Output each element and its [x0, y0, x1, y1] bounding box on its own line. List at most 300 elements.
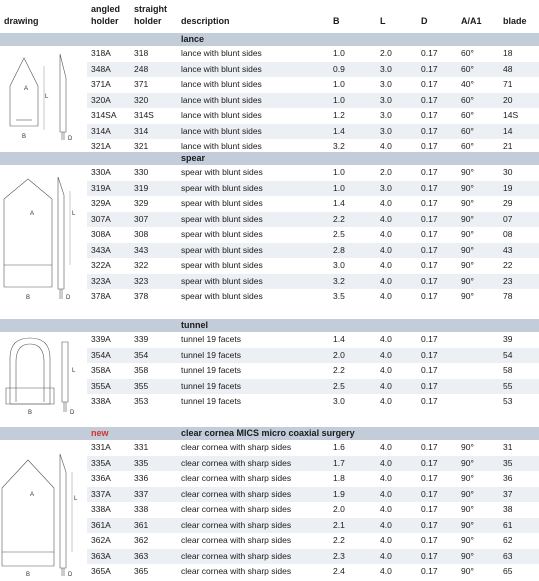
- l-cell: 3.0: [380, 110, 392, 120]
- b-cell: 3.2: [333, 275, 345, 286]
- table-header: [0, 0, 539, 33]
- straight-holder-cell: 362: [134, 535, 149, 545]
- angled-holder-cell: 365A: [91, 566, 111, 576]
- description-cell: clear cornea with sharp sides: [181, 473, 292, 483]
- table-row: [87, 549, 539, 565]
- b-cell: 2.2: [333, 213, 345, 224]
- b-cell: 2.4: [333, 566, 345, 576]
- blade-cell: 39: [503, 334, 513, 344]
- dimension-label: D: [70, 410, 75, 416]
- angle-cell: 60°: [461, 63, 474, 74]
- table-row: [87, 124, 539, 140]
- l-cell: 2.0: [380, 48, 392, 58]
- angle-cell: 90°: [461, 167, 474, 177]
- d-cell: 0.17: [421, 244, 438, 255]
- table-row: [87, 258, 539, 274]
- blade-drawing-tunnel: [0, 332, 86, 417]
- l-cell: 4.0: [380, 457, 392, 468]
- d-cell: 0.17: [421, 457, 438, 468]
- d-cell: 0.17: [421, 519, 438, 530]
- blade-cell: 08: [503, 229, 513, 239]
- b-cell: 2.0: [333, 349, 345, 360]
- table-row: [87, 456, 539, 472]
- col-b-header: B: [333, 16, 340, 26]
- dimension-label: A: [30, 492, 35, 498]
- straight-holder-cell: 353: [134, 396, 149, 406]
- straight-holder-cell: 331: [134, 442, 149, 452]
- dimension-label: A: [24, 86, 29, 92]
- d-cell: 0.17: [421, 63, 438, 74]
- b-cell: 1.2: [333, 110, 345, 120]
- b-cell: 1.0: [333, 182, 345, 193]
- b-cell: 1.7: [333, 457, 345, 468]
- description-cell: spear with blunt sides: [181, 291, 263, 301]
- blade-cell: 48: [503, 63, 513, 74]
- angle-cell: 90°: [461, 519, 474, 530]
- b-cell: 1.4: [333, 125, 345, 136]
- straight-holder-cell: 314: [134, 125, 149, 136]
- straight-holder-cell: 248: [134, 63, 149, 74]
- blade-cell: 37: [503, 488, 513, 499]
- b-cell: 1.6: [333, 442, 345, 452]
- description-cell: spear with blunt sides: [181, 275, 263, 286]
- description-cell: lance with blunt sides: [181, 125, 262, 136]
- description-cell: spear with blunt sides: [181, 229, 263, 239]
- table-row: [87, 363, 539, 379]
- description-cell: spear with blunt sides: [181, 213, 263, 224]
- description-cell: tunnel 19 facets: [181, 365, 242, 375]
- d-cell: 0.17: [421, 473, 438, 483]
- angled-holder-cell: 337A: [91, 488, 111, 499]
- d-cell: 0.17: [421, 229, 438, 239]
- angle-cell: 40°: [461, 79, 474, 89]
- description-cell: lance with blunt sides: [181, 141, 262, 151]
- l-cell: 4.0: [380, 535, 392, 545]
- blade-cell: 14: [503, 125, 513, 136]
- straight-holder-cell: 318: [134, 48, 149, 58]
- b-cell: 1.9: [333, 488, 345, 499]
- blade-cell: 31: [503, 442, 513, 452]
- col-straight-header-line1: straight: [134, 4, 168, 14]
- b-cell: 1.0: [333, 167, 345, 177]
- straight-holder-cell: 378: [134, 291, 149, 301]
- blade-cell: 07: [503, 213, 513, 224]
- d-cell: 0.17: [421, 550, 438, 561]
- straight-holder-cell: 308: [134, 229, 149, 239]
- straight-holder-cell: 354: [134, 349, 149, 360]
- table-row: [87, 471, 539, 487]
- table-row: [87, 77, 539, 93]
- dimension-label: L: [45, 94, 49, 100]
- b-cell: 2.5: [333, 380, 345, 391]
- angle-cell: 60°: [461, 141, 474, 151]
- section-rows-tunnel: [87, 332, 539, 410]
- blade-cell: 65: [503, 566, 513, 576]
- l-cell: 4.0: [380, 141, 392, 151]
- section-rows-lance: [87, 46, 539, 155]
- straight-holder-cell: 343: [134, 244, 149, 255]
- blade-cell: 38: [503, 504, 513, 514]
- table-row: [87, 348, 539, 364]
- description-cell: tunnel 19 facets: [181, 334, 242, 344]
- description-cell: spear with blunt sides: [181, 260, 263, 270]
- dimension-label: D: [68, 572, 73, 578]
- angled-holder-cell: 361A: [91, 519, 111, 530]
- l-cell: 4.0: [380, 380, 392, 391]
- description-cell: lance with blunt sides: [181, 94, 262, 105]
- angled-holder-cell: 338A: [91, 504, 111, 514]
- l-cell: 4.0: [380, 519, 392, 530]
- angled-holder-cell: 330A: [91, 167, 111, 177]
- angled-holder-cell: 323A: [91, 275, 111, 286]
- d-cell: 0.17: [421, 380, 438, 391]
- d-cell: 0.17: [421, 334, 438, 344]
- blade-cell: 29: [503, 198, 513, 208]
- b-cell: 2.2: [333, 535, 345, 545]
- angled-holder-cell: 321A: [91, 141, 111, 151]
- straight-holder-cell: 307: [134, 213, 149, 224]
- section-title: spear: [181, 153, 206, 163]
- description-cell: clear cornea with sharp sides: [181, 550, 292, 561]
- d-cell: 0.17: [421, 504, 438, 514]
- straight-holder-cell: 323: [134, 275, 149, 286]
- blade-cell: 35: [503, 457, 513, 468]
- b-cell: 1.0: [333, 94, 345, 105]
- l-cell: 3.0: [380, 94, 392, 105]
- table-row: [87, 502, 539, 518]
- angled-holder-cell: 335A: [91, 457, 111, 468]
- angled-holder-cell: 362A: [91, 535, 111, 545]
- straight-holder-cell: 314S: [134, 110, 154, 120]
- angle-cell: 90°: [461, 291, 474, 301]
- l-cell: 2.0: [380, 167, 392, 177]
- b-cell: 2.2: [333, 365, 345, 375]
- d-cell: 0.17: [421, 566, 438, 576]
- table-row: [87, 379, 539, 395]
- blade-drawing-spear: [0, 165, 86, 305]
- angle-cell: 60°: [461, 94, 474, 105]
- col-angled-header-line1: angled: [91, 4, 121, 14]
- blade-cell: 63: [503, 550, 513, 561]
- blade-cell: 18: [503, 48, 513, 58]
- angled-holder-cell: 358A: [91, 365, 111, 375]
- angle-cell: 90°: [461, 442, 474, 452]
- l-cell: 4.0: [380, 488, 392, 499]
- angled-holder-cell: 363A: [91, 550, 111, 561]
- b-cell: 2.5: [333, 229, 345, 239]
- angled-holder-cell: 307A: [91, 213, 111, 224]
- angle-cell: 90°: [461, 535, 474, 545]
- straight-holder-cell: 363: [134, 550, 149, 561]
- table-row: [87, 564, 539, 580]
- angled-holder-cell: 308A: [91, 229, 111, 239]
- col-angled-header-line2: holder: [91, 16, 119, 26]
- straight-holder-cell: 371: [134, 79, 149, 89]
- angled-holder-cell: 354A: [91, 349, 111, 360]
- b-cell: 3.2: [333, 141, 345, 151]
- l-cell: 4.0: [380, 244, 392, 255]
- blade-cell: 71: [503, 79, 513, 89]
- angle-cell: 90°: [461, 566, 474, 576]
- description-cell: tunnel 19 facets: [181, 396, 242, 406]
- col-description-header: description: [181, 16, 230, 26]
- angled-holder-cell: 371A: [91, 79, 111, 89]
- description-cell: clear cornea with sharp sides: [181, 504, 292, 514]
- straight-holder-cell: 330: [134, 167, 149, 177]
- straight-holder-cell: 321: [134, 141, 149, 151]
- l-cell: 4.0: [380, 198, 392, 208]
- d-cell: 0.17: [421, 79, 438, 89]
- dimension-label: D: [66, 295, 71, 301]
- dimension-label: B: [28, 410, 33, 416]
- angle-cell: 90°: [461, 182, 474, 193]
- angle-cell: 90°: [461, 550, 474, 561]
- dimension-label: A: [30, 211, 35, 217]
- angled-holder-cell: 329A: [91, 198, 111, 208]
- l-cell: 4.0: [380, 473, 392, 483]
- d-cell: 0.17: [421, 275, 438, 286]
- angled-holder-cell: 318A: [91, 48, 111, 58]
- table-row: [87, 196, 539, 212]
- description-cell: clear cornea with sharp sides: [181, 519, 292, 530]
- blade-cell: 58: [503, 365, 513, 375]
- section-header-spear: [0, 152, 539, 165]
- straight-holder-cell: 358: [134, 365, 149, 375]
- l-cell: 4.0: [380, 291, 392, 301]
- angled-holder-cell: 348A: [91, 63, 111, 74]
- section-header-cornea: [0, 427, 539, 440]
- angle-cell: 90°: [461, 213, 474, 224]
- table-row: [87, 332, 539, 348]
- d-cell: 0.17: [421, 94, 438, 105]
- l-cell: 4.0: [380, 396, 392, 406]
- l-cell: 4.0: [380, 550, 392, 561]
- angled-holder-cell: 343A: [91, 244, 111, 255]
- table-row: [87, 487, 539, 503]
- col-straight-header-line2: holder: [134, 16, 162, 26]
- blade-cell: 61: [503, 519, 513, 530]
- d-cell: 0.17: [421, 396, 438, 406]
- angled-holder-cell: 355A: [91, 380, 111, 391]
- l-cell: 4.0: [380, 365, 392, 375]
- angled-holder-cell: 322A: [91, 260, 111, 270]
- dimension-label: D: [68, 136, 73, 142]
- description-cell: lance with blunt sides: [181, 110, 262, 120]
- angle-cell: 90°: [461, 229, 474, 239]
- section-rows-cornea: [87, 440, 539, 580]
- straight-holder-cell: 361: [134, 519, 149, 530]
- blade-cell: 55: [503, 380, 513, 391]
- straight-holder-cell: 319: [134, 182, 149, 193]
- description-cell: tunnel 19 facets: [181, 380, 242, 391]
- angled-holder-cell: 314A: [91, 125, 111, 136]
- d-cell: 0.17: [421, 349, 438, 360]
- b-cell: 1.8: [333, 473, 345, 483]
- b-cell: 1.0: [333, 48, 345, 58]
- blade-cell: 22: [503, 260, 513, 270]
- table-row: [87, 165, 539, 181]
- b-cell: 3.0: [333, 260, 345, 270]
- table-row: [87, 518, 539, 534]
- description-cell: clear cornea with sharp sides: [181, 488, 292, 499]
- straight-holder-cell: 339: [134, 334, 149, 344]
- section-header-lance: [0, 33, 539, 46]
- angled-holder-cell: 320A: [91, 94, 111, 105]
- dimension-label: B: [22, 134, 27, 140]
- table-row: [87, 212, 539, 228]
- blade-cell: 20: [503, 94, 513, 105]
- d-cell: 0.17: [421, 365, 438, 375]
- table-row: [87, 533, 539, 549]
- blade-drawing-lance: [0, 46, 86, 151]
- l-cell: 3.0: [380, 79, 392, 89]
- angled-holder-cell: 314SA: [91, 110, 117, 120]
- blade-cell: 14S: [503, 110, 519, 120]
- d-cell: 0.17: [421, 213, 438, 224]
- l-cell: 3.0: [380, 125, 392, 136]
- straight-holder-cell: 322: [134, 260, 149, 270]
- description-cell: spear with blunt sides: [181, 167, 263, 177]
- angle-cell: 90°: [461, 244, 474, 255]
- table-row: [87, 227, 539, 243]
- b-cell: 0.9: [333, 63, 345, 74]
- b-cell: 1.0: [333, 79, 345, 89]
- straight-holder-cell: 365: [134, 566, 149, 576]
- table-row: [87, 93, 539, 109]
- straight-holder-cell: 338: [134, 504, 149, 514]
- l-cell: 3.0: [380, 63, 392, 74]
- section-title: clear cornea MICS micro coaxial surgery: [181, 428, 355, 438]
- straight-holder-cell: 337: [134, 488, 149, 499]
- blade-cell: 21: [503, 141, 513, 151]
- col-blade-header: blade: [503, 16, 527, 26]
- d-cell: 0.17: [421, 260, 438, 270]
- new-badge: new: [91, 428, 109, 438]
- straight-holder-cell: 320: [134, 94, 149, 105]
- angle-cell: 90°: [461, 260, 474, 270]
- blade-drawing-cornea: [0, 440, 86, 580]
- table-row: [87, 181, 539, 197]
- l-cell: 4.0: [380, 442, 392, 452]
- l-cell: 4.0: [380, 349, 392, 360]
- dimension-label: B: [26, 295, 31, 301]
- description-cell: spear with blunt sides: [181, 182, 263, 193]
- col-drawing-header: drawing: [4, 16, 39, 26]
- angle-cell: 90°: [461, 473, 474, 483]
- col-d-header: D: [421, 16, 428, 26]
- b-cell: 2.0: [333, 504, 345, 514]
- d-cell: 0.17: [421, 125, 438, 136]
- angled-holder-cell: 338A: [91, 396, 111, 406]
- straight-holder-cell: 336: [134, 473, 149, 483]
- l-cell: 4.0: [380, 275, 392, 286]
- blade-cell: 36: [503, 473, 513, 483]
- angled-holder-cell: 378A: [91, 291, 111, 301]
- straight-holder-cell: 355: [134, 380, 149, 391]
- blade-cell: 54: [503, 349, 513, 360]
- d-cell: 0.17: [421, 48, 438, 58]
- description-cell: spear with blunt sides: [181, 244, 263, 255]
- d-cell: 0.17: [421, 488, 438, 499]
- angle-cell: 90°: [461, 275, 474, 286]
- table-row: [87, 394, 539, 410]
- l-cell: 4.0: [380, 213, 392, 224]
- description-cell: clear cornea with sharp sides: [181, 442, 292, 452]
- b-cell: 3.5: [333, 291, 345, 301]
- angled-holder-cell: 336A: [91, 473, 111, 483]
- d-cell: 0.17: [421, 535, 438, 545]
- blade-cell: 62: [503, 535, 513, 545]
- description-cell: tunnel 19 facets: [181, 349, 242, 360]
- description-cell: lance with blunt sides: [181, 63, 262, 74]
- section-title: lance: [181, 34, 205, 44]
- d-cell: 0.17: [421, 291, 438, 301]
- col-l-header: L: [380, 16, 386, 26]
- table-row: [87, 108, 539, 124]
- angle-cell: 90°: [461, 198, 474, 208]
- section-title: tunnel: [181, 320, 208, 330]
- dimension-label: L: [72, 211, 76, 217]
- angle-cell: 90°: [461, 488, 474, 499]
- dimension-label: B: [26, 572, 31, 578]
- straight-holder-cell: 335: [134, 457, 149, 468]
- l-cell: 4.0: [380, 566, 392, 576]
- description-cell: spear with blunt sides: [181, 198, 263, 208]
- description-cell: clear cornea with sharp sides: [181, 566, 292, 576]
- angled-holder-cell: 339A: [91, 334, 111, 344]
- table-row: [87, 440, 539, 456]
- angle-cell: 60°: [461, 110, 474, 120]
- d-cell: 0.17: [421, 141, 438, 151]
- description-cell: lance with blunt sides: [181, 48, 262, 58]
- b-cell: 1.4: [333, 334, 345, 344]
- angle-cell: 90°: [461, 504, 474, 514]
- d-cell: 0.17: [421, 182, 438, 193]
- dimension-label: L: [74, 496, 78, 502]
- l-cell: 4.0: [380, 334, 392, 344]
- description-cell: clear cornea with sharp sides: [181, 457, 292, 468]
- table-row: [87, 289, 539, 305]
- d-cell: 0.17: [421, 198, 438, 208]
- angle-cell: 60°: [461, 48, 474, 58]
- angle-cell: 60°: [461, 125, 474, 136]
- l-cell: 4.0: [380, 229, 392, 239]
- angled-holder-cell: 319A: [91, 182, 111, 193]
- table-row: [87, 243, 539, 259]
- d-cell: 0.17: [421, 167, 438, 177]
- table-row: [87, 274, 539, 290]
- section-header-tunnel: [0, 319, 539, 332]
- l-cell: 3.0: [380, 182, 392, 193]
- angle-cell: 90°: [461, 457, 474, 468]
- b-cell: 2.1: [333, 519, 345, 530]
- b-cell: 3.0: [333, 396, 345, 406]
- d-cell: 0.17: [421, 442, 438, 452]
- blade-cell: 78: [503, 291, 513, 301]
- straight-holder-cell: 329: [134, 198, 149, 208]
- blade-cell: 23: [503, 275, 513, 286]
- col-angle-header: A/A1: [461, 16, 482, 26]
- blade-cell: 53: [503, 396, 513, 406]
- blade-cell: 19: [503, 182, 513, 193]
- section-rows-spear: [87, 165, 539, 305]
- description-cell: lance with blunt sides: [181, 79, 262, 89]
- l-cell: 4.0: [380, 504, 392, 514]
- angled-holder-cell: 331A: [91, 442, 111, 452]
- b-cell: 2.8: [333, 244, 345, 255]
- l-cell: 4.0: [380, 260, 392, 270]
- description-cell: clear cornea with sharp sides: [181, 535, 292, 545]
